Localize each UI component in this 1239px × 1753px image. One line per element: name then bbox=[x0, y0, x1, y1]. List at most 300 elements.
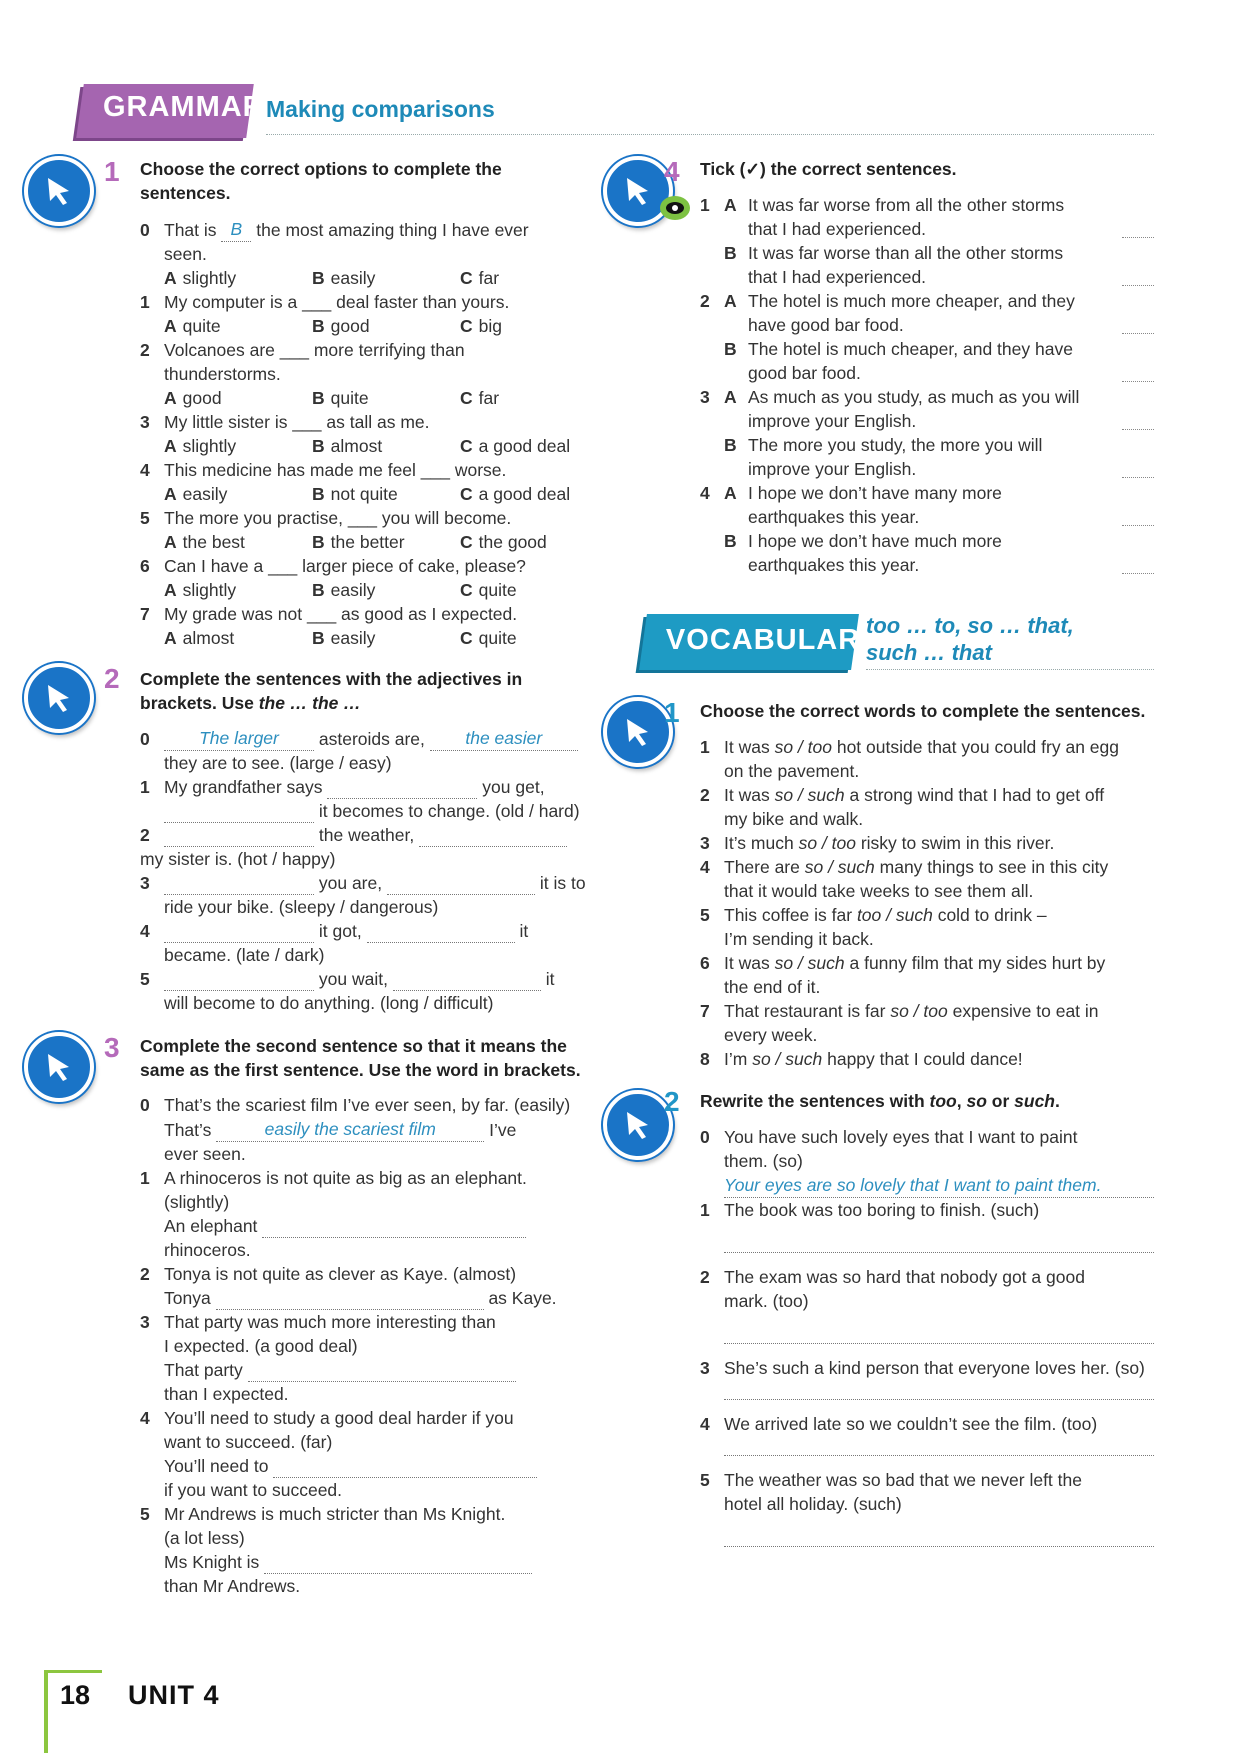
interactive-cursor-button[interactable] bbox=[24, 663, 94, 733]
grammar-banner-label: GRAMMAR bbox=[102, 91, 265, 123]
question-text: (slightly) bbox=[164, 1192, 230, 1212]
option-c: C quite bbox=[460, 628, 517, 648]
word-choice[interactable]: so / such bbox=[752, 1049, 823, 1069]
answer-line[interactable] bbox=[724, 1313, 1154, 1344]
tick-line[interactable] bbox=[1122, 477, 1154, 478]
question-5: 5 Mr Andrews is much stricter than Ms Knight. bbox=[140, 1504, 506, 1524]
eye-icon bbox=[660, 196, 690, 220]
question-text: than I expected. bbox=[164, 1384, 289, 1404]
question-text: my sister is. (hot / happy) bbox=[140, 849, 336, 869]
options-1 bbox=[140, 314, 600, 338]
option-text: almost bbox=[330, 436, 383, 456]
question-text: She’s such a kind person that everyone loves her. (so) bbox=[724, 1358, 1145, 1378]
question-0-answer bbox=[140, 1117, 600, 1142]
item-text: that I had experienced. bbox=[748, 219, 927, 239]
question-text: I expected. (a good deal) bbox=[164, 1336, 358, 1356]
text: That party bbox=[164, 1360, 243, 1380]
option-text: slightly bbox=[182, 268, 237, 288]
question-5: 5 The more you practise, ___ you will become. bbox=[140, 508, 512, 528]
question-text: The weather was so bad that we never left the bbox=[724, 1470, 1082, 1490]
option-text: easily bbox=[182, 484, 228, 504]
cursor-icon bbox=[621, 1108, 655, 1142]
option-c: C far bbox=[460, 268, 500, 288]
question-text: ever seen. bbox=[164, 1144, 246, 1164]
item-letter: B bbox=[724, 531, 737, 551]
text: it becomes to change. (old / hard) bbox=[318, 801, 580, 821]
interactive-cursor-button[interactable] bbox=[24, 1032, 94, 1102]
question-text: You’ll need to study a good deal harder if you bbox=[164, 1408, 514, 1428]
question-4: 4 it got, it bbox=[140, 921, 529, 941]
grammar-divider bbox=[266, 134, 1154, 136]
question-text: This medicine has made me feel ___ worse. bbox=[164, 460, 507, 480]
cursor-icon bbox=[42, 174, 76, 208]
option-c: C the good bbox=[460, 532, 547, 552]
question-text: Volcanoes are ___ more terrifying than bbox=[164, 340, 465, 360]
tick-line[interactable] bbox=[1122, 333, 1154, 334]
question-1-answer bbox=[140, 1214, 600, 1238]
option-text: not quite bbox=[330, 484, 398, 504]
text: There are bbox=[724, 857, 805, 877]
tick-line[interactable] bbox=[1122, 285, 1154, 286]
question-4: 4 You’ll need to study a good deal harder if you bbox=[140, 1408, 514, 1428]
item-text: have good bar food. bbox=[748, 315, 904, 335]
question-text: them. (so) bbox=[724, 1151, 803, 1171]
item-text: good bar food. bbox=[748, 363, 861, 383]
text: brackets. Use bbox=[140, 693, 259, 713]
vocab-exercise-2-questions bbox=[700, 1125, 1160, 1547]
vocabulary-divider bbox=[866, 669, 1154, 671]
option-a: A the best bbox=[164, 532, 245, 552]
item-3b bbox=[700, 433, 1100, 457]
text: I’m bbox=[724, 1049, 753, 1069]
options-4 bbox=[140, 482, 600, 506]
question-5: 5 This coffee is far too / such cold to drink – bbox=[700, 905, 1047, 925]
item-text: improve your English. bbox=[748, 459, 917, 479]
text: cold to drink – bbox=[932, 905, 1047, 925]
instruction-line: same as the first sentence. Use the word in brackets. bbox=[140, 1060, 581, 1080]
question-text: if you want to succeed. bbox=[164, 1480, 343, 1500]
tick-line[interactable] bbox=[1122, 381, 1154, 382]
question-text: mark. (too) bbox=[724, 1291, 809, 1311]
text: It was bbox=[724, 737, 775, 757]
item-2a bbox=[700, 289, 1100, 313]
question-text: ride your bike. (sleepy / dangerous) bbox=[164, 897, 439, 917]
interactive-cursor-button[interactable] bbox=[24, 156, 94, 226]
option-text: the good bbox=[478, 532, 547, 552]
item-text: It was far worse than all the other storms bbox=[748, 243, 1064, 263]
text: too bbox=[929, 1091, 957, 1111]
text: you get, bbox=[482, 777, 545, 797]
question-text: thunderstorms. bbox=[164, 364, 281, 384]
text: asteroids are, bbox=[318, 729, 425, 749]
item-text: I hope we don’t have many more bbox=[748, 483, 1002, 503]
vocabulary-title-line: too … to, so … that, bbox=[866, 613, 1074, 638]
question-text: every week. bbox=[724, 1025, 818, 1045]
text: so bbox=[966, 1091, 987, 1111]
question-3: 3 you are, it is to bbox=[140, 873, 586, 893]
question-0: 0 That’s the scariest film I’ve ever seen, by far. (easily) bbox=[140, 1095, 571, 1115]
text: That is bbox=[164, 220, 222, 240]
answer-example: easily the scariest film bbox=[216, 1117, 484, 1142]
item-text: improve your English. bbox=[748, 411, 917, 431]
item-letter: A bbox=[724, 483, 737, 503]
option-text: easily bbox=[330, 628, 376, 648]
answer-blank[interactable] bbox=[262, 1237, 526, 1238]
item-letter: B bbox=[724, 243, 737, 263]
option-a: A almost bbox=[164, 628, 235, 648]
exercise-3-questions bbox=[140, 1093, 600, 1598]
question-3: 3 My little sister is ___ as tall as me. bbox=[140, 412, 430, 432]
question-text: the end of it. bbox=[724, 977, 821, 997]
exercise-2-questions bbox=[140, 726, 600, 1015]
option-text: far bbox=[478, 388, 500, 408]
question-2: 2 Volcanoes are ___ more terrifying than bbox=[140, 340, 465, 360]
vocabulary-banner bbox=[639, 614, 880, 670]
item-3a bbox=[700, 385, 1100, 409]
text: I’ve bbox=[489, 1120, 517, 1140]
item-number: 2 bbox=[700, 291, 710, 311]
option-a: A good bbox=[164, 388, 222, 408]
spacer bbox=[700, 1456, 1160, 1468]
text: Ms Knight is bbox=[164, 1552, 260, 1572]
option-b: B easily bbox=[312, 628, 376, 648]
question-8: 8 I’m so / such happy that I could dance! bbox=[700, 1049, 1023, 1069]
question-2: 2 The exam was so hard that nobody got a good bbox=[700, 1267, 1085, 1287]
options-7 bbox=[140, 626, 600, 650]
text: That’s bbox=[164, 1120, 212, 1140]
question-1-cont bbox=[140, 799, 600, 823]
question-text: That’s the scariest film I’ve ever seen, by far. (easily) bbox=[164, 1095, 571, 1115]
option-text: a good deal bbox=[478, 436, 571, 456]
text: You’ll need to bbox=[164, 1456, 269, 1476]
tick-line[interactable] bbox=[1122, 573, 1154, 574]
footer-accent bbox=[44, 1670, 48, 1753]
option-b: B almost bbox=[312, 436, 383, 456]
question-text: You have such lovely eyes that I want to paint bbox=[724, 1127, 1078, 1147]
item-text: that I had experienced. bbox=[748, 267, 927, 287]
question-2: 2 Tonya is not quite as clever as Kaye. (almost) bbox=[140, 1264, 517, 1284]
question-text: on the pavement. bbox=[724, 761, 860, 781]
answer-line[interactable] bbox=[724, 1436, 1154, 1456]
exercise-instruction bbox=[140, 157, 502, 205]
item-letter: A bbox=[724, 387, 737, 407]
question-2-answer bbox=[140, 1286, 600, 1310]
cursor-icon bbox=[42, 681, 76, 715]
tick-line[interactable] bbox=[1122, 237, 1154, 238]
page-number: 18 bbox=[60, 1680, 91, 1710]
option-text: the best bbox=[182, 532, 245, 552]
option-text: almost bbox=[182, 628, 235, 648]
grammar-title: Making comparisons bbox=[266, 96, 495, 122]
answer-line[interactable] bbox=[724, 1380, 1154, 1400]
cursor-icon bbox=[621, 715, 655, 749]
text: the weather, bbox=[318, 825, 415, 845]
question-text: will become to do anything. (long / difficult) bbox=[164, 993, 494, 1013]
option-text: quite bbox=[478, 628, 517, 648]
text: My grandfather says bbox=[164, 777, 323, 797]
option-b: B not quite bbox=[312, 484, 398, 504]
option-text: slightly bbox=[182, 580, 237, 600]
option-c: C a good deal bbox=[460, 436, 571, 456]
question-1: 1 My computer is a ___ deal faster than yours. bbox=[140, 292, 510, 312]
option-text: quite bbox=[330, 388, 369, 408]
option-text: slightly bbox=[182, 436, 237, 456]
item-text: The hotel is much more cheaper, and they bbox=[748, 291, 1075, 311]
text: the … the … bbox=[258, 693, 361, 713]
question-text: I’m sending it back. bbox=[724, 929, 874, 949]
word-choice[interactable]: so / too bbox=[890, 1001, 948, 1021]
question-text: (a lot less) bbox=[164, 1528, 245, 1548]
item-number: 3 bbox=[700, 387, 710, 407]
question-7: 7 That restaurant is far so / too expensive to eat in bbox=[700, 1001, 1099, 1021]
item-4a bbox=[700, 481, 1100, 505]
footer-accent bbox=[44, 1670, 102, 1673]
text: it is to bbox=[539, 873, 586, 893]
instruction-line: Complete the second sentence so that it means the bbox=[140, 1036, 567, 1056]
item-text: The more you study, the more you will bbox=[748, 435, 1043, 455]
item-1a bbox=[700, 193, 1100, 217]
word-choice[interactable]: so / too bbox=[774, 737, 832, 757]
item-text: I hope we don’t have much more bbox=[748, 531, 1002, 551]
question-2: 2 the weather, bbox=[140, 823, 600, 847]
question-6: 6 It was so / such a funny film that my sides hurt by bbox=[700, 953, 1106, 973]
text: a strong wind that I had to get off bbox=[844, 785, 1105, 805]
option-text: quite bbox=[478, 580, 517, 600]
question-0: 0 The larger asteroids are, the easier bbox=[140, 726, 600, 751]
option-a: A easily bbox=[164, 484, 228, 504]
item-text: earthquakes this year. bbox=[748, 555, 920, 575]
question-3: 3 That party was much more interesting than bbox=[140, 1312, 496, 1332]
question-text: want to succeed. (far) bbox=[164, 1432, 333, 1452]
answer-example: The larger bbox=[164, 726, 314, 751]
word-choice[interactable]: so / such bbox=[804, 857, 875, 877]
question-text: hotel all holiday. (such) bbox=[724, 1494, 902, 1514]
options-3 bbox=[140, 434, 600, 458]
item-letter: B bbox=[724, 435, 737, 455]
option-c: C far bbox=[460, 388, 500, 408]
answer-line[interactable] bbox=[724, 1222, 1154, 1253]
question-text: That party was much more interesting than bbox=[164, 1312, 496, 1332]
exercise-instruction: Choose the correct words to complete the sentences. bbox=[700, 701, 1146, 721]
question-7: 7 My grade was not ___ as good as I expected. bbox=[140, 604, 518, 624]
spacer bbox=[700, 1253, 1160, 1265]
text: An elephant bbox=[164, 1216, 258, 1236]
question-1: 1 The book was too boring to finish. (such) bbox=[700, 1200, 1040, 1220]
vocabulary-title bbox=[866, 612, 1074, 666]
text: a funny film that my sides hurt by bbox=[844, 953, 1106, 973]
text: expensive to eat in bbox=[947, 1001, 1099, 1021]
exercise-number: 2 bbox=[664, 1086, 680, 1117]
option-c: C a good deal bbox=[460, 484, 571, 504]
question-text: The book was too boring to finish. (such) bbox=[724, 1200, 1040, 1220]
exercise-1-questions bbox=[140, 217, 600, 650]
question-4: 4 We arrived late so we couldn’t see the film. (too) bbox=[700, 1414, 1098, 1434]
text: It was bbox=[724, 953, 775, 973]
option-a: A slightly bbox=[164, 436, 237, 456]
answer-example: B bbox=[221, 217, 251, 242]
options-5 bbox=[140, 530, 600, 554]
option-b: B easily bbox=[312, 268, 376, 288]
option-c: C quite bbox=[460, 580, 517, 600]
text: you are, bbox=[318, 873, 383, 893]
text: hot outside that you could fry an egg bbox=[831, 737, 1119, 757]
instruction-line: Choose the correct options to complete the bbox=[140, 159, 502, 179]
vocabulary-banner-label: VOCABULARY bbox=[665, 624, 880, 656]
interactive-cursor-button[interactable] bbox=[603, 1090, 673, 1160]
answer-example: the easier bbox=[430, 726, 578, 751]
exercise-instruction: Tick (✓) the correct sentences. bbox=[700, 159, 957, 179]
question-5: 5 you wait, it bbox=[140, 969, 555, 989]
question-text: seen. bbox=[164, 244, 207, 264]
question-3-answer bbox=[140, 1358, 600, 1382]
question-text: Mr Andrews is much stricter than Ms Knight. bbox=[164, 1504, 506, 1524]
text: Tonya bbox=[164, 1288, 211, 1308]
option-a: A slightly bbox=[164, 268, 237, 288]
options-2 bbox=[140, 386, 600, 410]
question-text: that it would take weeks to see them all. bbox=[724, 881, 1034, 901]
question-text: My little sister is ___ as tall as me. bbox=[164, 412, 430, 432]
unit-label: UNIT 4 bbox=[128, 1680, 220, 1710]
question-1: 1 My grandfather says you get, bbox=[140, 777, 545, 797]
spacer bbox=[700, 1344, 1160, 1356]
text: , bbox=[956, 1091, 967, 1111]
option-b: B easily bbox=[312, 580, 376, 600]
question-2: 2 It was so / such a strong wind that I had to get off bbox=[700, 785, 1105, 805]
item-letter: B bbox=[724, 339, 737, 359]
question-text: We arrived late so we couldn’t see the film. (too) bbox=[724, 1414, 1098, 1434]
option-b: B the better bbox=[312, 532, 405, 552]
question-text: rhinoceros. bbox=[164, 1240, 251, 1260]
option-text: easily bbox=[330, 268, 376, 288]
question-6: 6 Can I have a ___ larger piece of cake, please? bbox=[140, 556, 526, 576]
exercise-number: 4 bbox=[664, 156, 680, 187]
text: many things to see in this city bbox=[874, 857, 1109, 877]
question-3: 3 It’s much so / too risky to swim in this river. bbox=[700, 833, 1055, 853]
options-0 bbox=[140, 266, 600, 290]
question-text: became. (late / dark) bbox=[164, 945, 325, 965]
word-choice[interactable]: so / such bbox=[774, 785, 845, 805]
eye-pupil bbox=[666, 202, 684, 214]
answer-blank[interactable] bbox=[367, 942, 515, 943]
question-0: 0 You have such lovely eyes that I want to paint bbox=[700, 1127, 1078, 1147]
word-choice[interactable]: so / such bbox=[774, 953, 845, 973]
text: That restaurant is far bbox=[724, 1001, 891, 1021]
item-letter: A bbox=[724, 291, 737, 311]
item-text: The hotel is much cheaper, and they have bbox=[748, 339, 1073, 359]
instruction-line: Complete the sentences with the adjectives in bbox=[140, 669, 523, 689]
question-text: Tonya is not quite as clever as Kaye. (almost) bbox=[164, 1264, 517, 1284]
exercise-4-items bbox=[700, 193, 1100, 577]
exercise-instruction bbox=[140, 1034, 581, 1082]
option-text: quite bbox=[182, 316, 221, 336]
answer-line[interactable] bbox=[724, 1516, 1154, 1547]
question-5-answer bbox=[140, 1550, 600, 1574]
text: you wait, bbox=[318, 969, 388, 989]
tick-line[interactable] bbox=[1122, 429, 1154, 430]
word-choice[interactable]: so / too bbox=[798, 833, 856, 853]
question-text: than Mr Andrews. bbox=[164, 1576, 301, 1596]
question-3: 3 She’s such a kind person that everyone loves her. (so) bbox=[700, 1358, 1145, 1378]
tick-line[interactable] bbox=[1122, 525, 1154, 526]
item-2b bbox=[700, 337, 1100, 361]
exercise-number: 1 bbox=[664, 697, 680, 728]
question-text: The more you practise, ___ you will become. bbox=[164, 508, 512, 528]
item-number: 1 bbox=[700, 195, 710, 215]
option-text: the better bbox=[330, 532, 405, 552]
options-6 bbox=[140, 578, 600, 602]
option-text: good bbox=[182, 388, 222, 408]
cursor-icon bbox=[42, 1050, 76, 1084]
option-b: B good bbox=[312, 316, 370, 336]
text: the most amazing thing I have ever bbox=[251, 220, 529, 240]
text: It was bbox=[724, 785, 775, 805]
text: such bbox=[1014, 1091, 1055, 1111]
option-text: good bbox=[330, 316, 370, 336]
question-4-answer bbox=[140, 1454, 600, 1478]
answer-blank[interactable] bbox=[419, 846, 567, 847]
option-a: A slightly bbox=[164, 580, 237, 600]
question-text: My computer is a ___ deal faster than yours. bbox=[164, 292, 510, 312]
word-choice[interactable]: too / such bbox=[856, 905, 933, 925]
item-text: earthquakes this year. bbox=[748, 507, 920, 527]
interactive-cursor-button[interactable] bbox=[603, 697, 673, 767]
text: happy that I could dance! bbox=[822, 1049, 1023, 1069]
question-4: 4 This medicine has made me feel ___ worse. bbox=[140, 460, 507, 480]
grammar-banner bbox=[76, 84, 265, 138]
option-b: B quite bbox=[312, 388, 369, 408]
exercise-instruction bbox=[700, 1089, 1060, 1113]
text: as Kaye. bbox=[488, 1288, 557, 1308]
question-text: they are to see. (large / easy) bbox=[164, 753, 392, 773]
text: it bbox=[545, 969, 555, 989]
answer-example: Your eyes are so lovely that I want to paint them. bbox=[724, 1173, 1154, 1198]
text: It’s much bbox=[724, 833, 799, 853]
option-text: big bbox=[478, 316, 502, 336]
item-letter: A bbox=[724, 195, 737, 215]
instruction-line: sentences. bbox=[140, 183, 231, 203]
answer-blank[interactable] bbox=[264, 1573, 532, 1574]
text: it bbox=[519, 921, 529, 941]
text: This coffee is far bbox=[724, 905, 857, 925]
cursor-icon bbox=[621, 174, 655, 208]
option-text: a good deal bbox=[478, 484, 571, 504]
option-a: A quite bbox=[164, 316, 221, 336]
question-4: 4 There are so / such many things to see in this city bbox=[700, 857, 1109, 877]
vocab-exercise-1-questions bbox=[700, 735, 1160, 1071]
item-text: As much as you study, as much as you will bbox=[748, 387, 1080, 407]
vocabulary-title-line: such … that bbox=[866, 640, 992, 665]
item-number: 4 bbox=[700, 483, 710, 503]
question-text: A rhinoceros is not quite as big as an elephant. bbox=[164, 1168, 527, 1188]
option-text: easily bbox=[330, 580, 376, 600]
question-1: 1 It was so / too hot outside that you could fry an egg bbox=[700, 737, 1119, 757]
option-text: far bbox=[478, 268, 500, 288]
question-1: 1 A rhinoceros is not quite as big as an elephant. bbox=[140, 1168, 527, 1188]
text: risky to swim in this river. bbox=[855, 833, 1055, 853]
option-c: C big bbox=[460, 316, 502, 336]
item-text: It was far worse from all the other storms bbox=[748, 195, 1065, 215]
instruction-line bbox=[140, 691, 522, 715]
item-4b bbox=[700, 529, 1100, 553]
exercise-instruction bbox=[140, 667, 522, 715]
question-5: 5 The weather was so bad that we never left the bbox=[700, 1470, 1082, 1490]
exercise-number: 1 bbox=[104, 156, 120, 187]
question-0: 0 That is B the most amazing thing I have ever bbox=[140, 219, 529, 240]
question-text: My grade was not ___ as good as I expected. bbox=[164, 604, 518, 624]
exercise-number: 3 bbox=[104, 1032, 120, 1063]
text: Rewrite the sentences with bbox=[700, 1091, 930, 1111]
spacer bbox=[700, 1400, 1160, 1412]
